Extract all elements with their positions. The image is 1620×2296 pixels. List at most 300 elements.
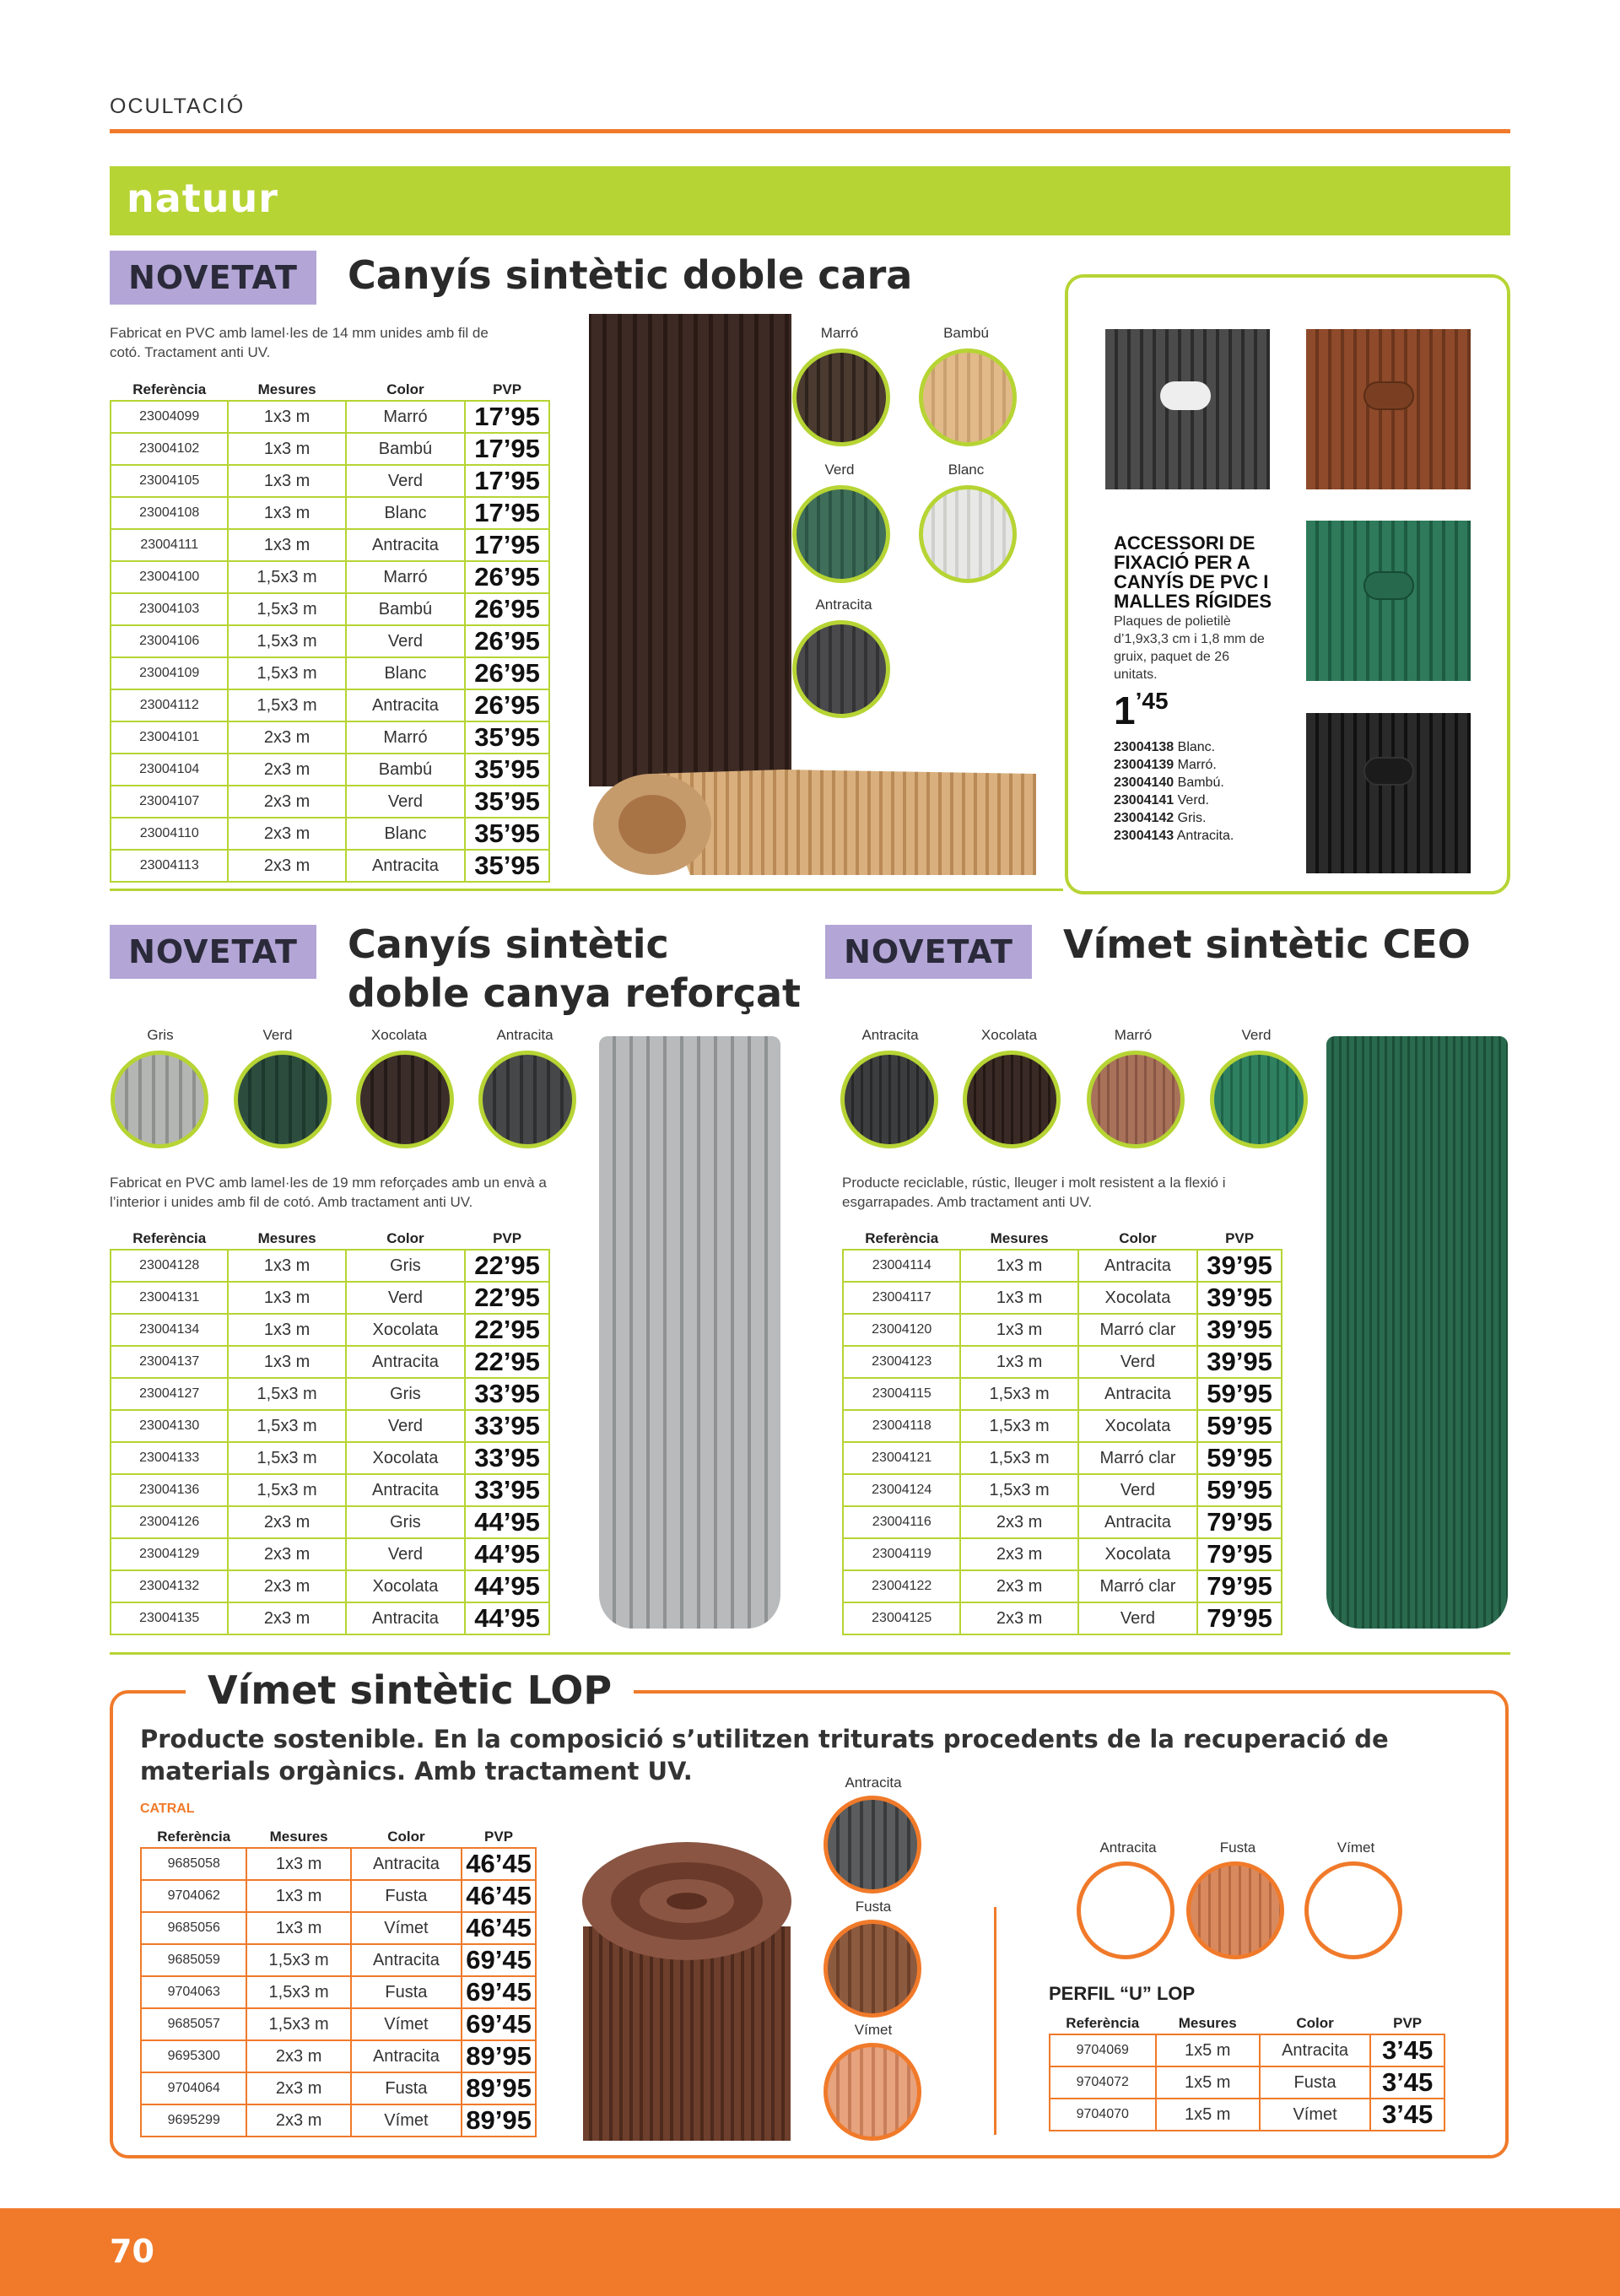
cell-color: Blanc <box>346 497 465 529</box>
cell-ref: 9685056 <box>141 1912 246 1944</box>
cell-ref: 23004128 <box>111 1250 228 1282</box>
accessory-price <box>1114 688 1169 733</box>
cell-size: 1,5x3 m <box>246 1944 350 1976</box>
cell-size: 1,5x3 m <box>960 1378 1077 1410</box>
cell-ref: 23004111 <box>111 529 228 561</box>
price-table <box>110 1228 550 1635</box>
cell-ref: 23004105 <box>111 465 228 497</box>
cell-price: 59’95 <box>1197 1442 1282 1474</box>
cell-size: 1,5x3 m <box>228 689 345 721</box>
swatch-label: Marró <box>820 325 859 341</box>
cell-color: Antracita <box>346 1474 465 1506</box>
cell-color: Fusta <box>351 1880 462 1912</box>
cell-price: 44’95 <box>465 1538 549 1570</box>
cell-price: 22’95 <box>465 1346 549 1378</box>
swatch-label: Antracita <box>861 1027 919 1043</box>
table-row <box>111 529 549 561</box>
swatch-antracita <box>792 620 890 718</box>
cell-price: 22’95 <box>465 1282 549 1314</box>
lop-description: Producte sostenible. En la composició s’utilitzen triturats procedents de la recuperació de materials orgànics. Amb tractament UV. <box>140 1725 1389 1785</box>
swatch-label: Bambú <box>943 325 989 341</box>
cell-price: 79’95 <box>1197 1506 1282 1538</box>
novetat-badge: NOVETAT <box>110 251 316 305</box>
cell-price: 26’95 <box>465 593 549 625</box>
table-row <box>1050 2099 1444 2131</box>
cell-size: 1,5x3 m <box>228 561 345 593</box>
profile-price-table <box>1049 2012 1445 2131</box>
table-row <box>111 818 549 850</box>
cell-price: 79’95 <box>1197 1538 1282 1570</box>
table-row <box>111 1602 549 1634</box>
cell-size: 2x3 m <box>228 721 345 754</box>
cell-ref: 23004103 <box>111 593 228 625</box>
swatch-label: Vímet <box>1336 1840 1375 1856</box>
table-row <box>111 1506 549 1538</box>
swatch-label: Verd <box>824 462 855 478</box>
cell-ref: 23004127 <box>111 1378 228 1410</box>
swatch-label: Blanc <box>948 462 985 478</box>
table-row <box>111 1250 549 1282</box>
cell-price: 17’95 <box>465 497 549 529</box>
cell-color: Xocolata <box>346 1314 465 1346</box>
price-table <box>140 1826 537 2137</box>
vertical-divider <box>994 1907 996 2135</box>
brand-logo: natuur <box>127 176 278 221</box>
swatch-fusta <box>824 1920 921 2018</box>
cell-price: 44’95 <box>465 1602 549 1634</box>
cell-size: 1,5x3 m <box>960 1474 1077 1506</box>
cell-size: 1,5x3 m <box>228 1410 345 1442</box>
profile-fusta <box>1186 1861 1284 1959</box>
cell-ref: 23004116 <box>843 1506 960 1538</box>
table-row <box>843 1602 1282 1634</box>
cell-ref: 23004133 <box>111 1442 228 1474</box>
cell-ref: 23004114 <box>843 1250 960 1282</box>
col-ref: Referència <box>1066 2014 1140 2031</box>
cell-price: 17’95 <box>465 401 549 433</box>
cell-ref: 23004136 <box>111 1474 228 1506</box>
cell-size: 2x3 m <box>246 2104 350 2137</box>
accessory-ref: 23004140 <box>1114 775 1174 790</box>
cell-color: Antracita <box>346 529 465 561</box>
table-row <box>141 1976 536 2008</box>
col-size: Mesures <box>1178 2014 1237 2031</box>
product-title: Canyís sintètic doble cara <box>348 252 913 298</box>
cell-color: Vímet <box>351 2104 462 2137</box>
cell-price: 3’45 <box>1370 2034 1444 2066</box>
col-color: Color <box>386 381 424 397</box>
cell-ref: 23004113 <box>111 850 228 882</box>
cell-price: 17’95 <box>465 529 549 561</box>
cell-price: 22’95 <box>465 1250 549 1282</box>
col-color: Color <box>1119 1229 1157 1246</box>
product-description: Fabricat en PVC amb lamel·les de 14 mm unides amb fil de cotó. Tractament anti UV. <box>110 325 489 360</box>
swatch-bambu <box>919 348 1017 446</box>
table-row <box>843 1410 1282 1442</box>
cell-size: 1x3 m <box>228 1282 345 1314</box>
price-table <box>842 1228 1282 1635</box>
cell-color: Fusta <box>351 1976 462 2008</box>
accessory-ref: 23004138 <box>1114 740 1174 754</box>
cell-size: 1,5x3 m <box>246 2008 350 2040</box>
cell-size: 1x3 m <box>246 1848 350 1880</box>
cell-price: 33’95 <box>465 1410 549 1442</box>
cell-color: Antracita <box>1078 1506 1197 1538</box>
col-price: PVP <box>493 1229 522 1246</box>
cell-size: 1x3 m <box>228 465 345 497</box>
product-description: Fabricat en PVC amb lamel·les de 19 mm reforçades amb un envà a l’interior i unides amb fil de cotó. Amb tractament anti UV. <box>110 1175 547 1210</box>
cell-ref: 23004107 <box>111 786 228 818</box>
cell-size: 1x3 m <box>228 1346 345 1378</box>
cell-price: 35’95 <box>465 850 549 882</box>
col-color: Color <box>386 1229 424 1246</box>
swatch-label: Fusta <box>855 1899 892 1915</box>
swatch-label: Xocolata <box>980 1027 1038 1043</box>
cell-size: 1x5 m <box>1156 2099 1260 2131</box>
cell-color: Antracita <box>346 850 465 882</box>
table-row <box>111 593 549 625</box>
table-row <box>111 1314 549 1346</box>
cell-size: 2x3 m <box>228 1602 345 1634</box>
cell-color: Fusta <box>351 2072 462 2104</box>
cell-ref: 23004115 <box>843 1378 960 1410</box>
novetat-badge: NOVETAT <box>110 925 316 979</box>
product-title-line1: Canyís sintètic <box>348 921 669 967</box>
cell-color: Vímet <box>351 2008 462 2040</box>
cell-price: 79’95 <box>1197 1602 1282 1634</box>
cell-size: 1x3 m <box>960 1346 1077 1378</box>
accessory-image-marro <box>1306 329 1471 489</box>
swatch-verd <box>234 1051 332 1148</box>
cell-ref: 23004112 <box>111 689 228 721</box>
cell-ref: 23004131 <box>111 1282 228 1314</box>
cell-size: 2x3 m <box>228 1506 345 1538</box>
cell-ref: 23004100 <box>111 561 228 593</box>
table-row <box>111 465 549 497</box>
accessory-ref-item <box>1114 827 1291 845</box>
accessory-color: Verd. <box>1177 793 1209 808</box>
table-row <box>141 1848 536 1880</box>
cell-price: 44’95 <box>465 1570 549 1602</box>
table-row <box>111 1346 549 1378</box>
cell-color: Xocolata <box>346 1570 465 1602</box>
cell-price: 69’45 <box>462 1944 536 1976</box>
cell-price: 22’95 <box>465 1314 549 1346</box>
cell-size: 1x3 m <box>228 1250 345 1282</box>
accessory-ref-item <box>1114 791 1291 809</box>
cell-ref: 23004109 <box>111 657 228 689</box>
col-color: Color <box>387 1828 425 1845</box>
table-row <box>111 1410 549 1442</box>
table-row <box>141 1912 536 1944</box>
cell-ref: 23004122 <box>843 1570 960 1602</box>
cell-color: Fusta <box>1260 2066 1370 2099</box>
cell-size: 1x5 m <box>1156 2066 1260 2099</box>
cell-ref: 23004134 <box>111 1314 228 1346</box>
cell-color: Gris <box>346 1378 465 1410</box>
cell-price: 26’95 <box>465 625 549 657</box>
cell-color: Marró clar <box>1078 1570 1197 1602</box>
cell-color: Vímet <box>351 1912 462 1944</box>
cell-ref: 23004101 <box>111 721 228 754</box>
col-price: PVP <box>493 381 522 397</box>
accessory-ref-list <box>1114 738 1291 845</box>
cell-color: Antracita <box>346 689 465 721</box>
cell-price: 59’95 <box>1197 1474 1282 1506</box>
cell-color: Marró clar <box>1078 1442 1197 1474</box>
cell-color: Blanc <box>346 657 465 689</box>
profile-antracita <box>1077 1861 1174 1959</box>
cell-ref: 23004119 <box>843 1538 960 1570</box>
cell-color: Bambú <box>346 593 465 625</box>
cell-size: 1x5 m <box>1156 2034 1260 2066</box>
divider <box>110 889 1063 891</box>
price-integer: 1 <box>1114 689 1136 732</box>
accessory-ref-item <box>1114 809 1291 827</box>
swatch-label: Antracita <box>1099 1840 1157 1856</box>
profile-title: PERFIL “U” LOP <box>1049 1983 1196 2004</box>
cell-ref: 9704062 <box>141 1880 246 1912</box>
col-ref: Referència <box>132 1229 207 1246</box>
table-row <box>111 721 549 754</box>
col-size: Mesures <box>990 1229 1049 1246</box>
col-ref: Referència <box>157 1828 231 1845</box>
cell-price: 33’95 <box>465 1474 549 1506</box>
cell-ref: 23004129 <box>111 1538 228 1570</box>
swatch-antracita <box>478 1051 576 1148</box>
product-roll-image <box>599 1036 780 1629</box>
divider <box>110 1652 1510 1655</box>
col-size: Mesures <box>269 1828 328 1845</box>
swatch-verd <box>792 485 890 583</box>
cell-price: 69’45 <box>462 2008 536 2040</box>
cell-ref: 23004106 <box>111 625 228 657</box>
cell-size: 2x3 m <box>228 850 345 882</box>
cell-color: Antracita <box>1078 1378 1197 1410</box>
col-ref: Referència <box>865 1229 939 1246</box>
accessory-color: Blanc. <box>1177 740 1216 754</box>
table-row <box>141 2008 536 2040</box>
cell-color: Xocolata <box>1078 1538 1197 1570</box>
col-price: PVP <box>484 1828 514 1845</box>
cell-price: 39’95 <box>1197 1282 1282 1314</box>
cell-size: 1,5x3 m <box>960 1410 1077 1442</box>
table-row <box>141 2104 536 2137</box>
swatch-verd <box>1210 1051 1308 1148</box>
cell-color: Gris <box>346 1506 465 1538</box>
accessory-title: ACCESSORI DE FIXACIÓ PER A CANYÍS DE PVC I MALLES RÍGIDES <box>1114 532 1272 612</box>
table-row <box>843 1346 1282 1378</box>
product-title-line2: doble canya reforçat <box>348 970 802 1016</box>
cell-price: 3’45 <box>1370 2066 1444 2099</box>
cell-price: 35’95 <box>465 754 549 786</box>
table-row <box>111 1378 549 1410</box>
cell-ref: 23004102 <box>111 433 228 465</box>
table-row <box>111 401 549 433</box>
cell-price: 35’95 <box>465 818 549 850</box>
table-row <box>111 689 549 721</box>
cell-price: 35’95 <box>465 786 549 818</box>
col-price: PVP <box>1225 1229 1255 1246</box>
swatch-marro <box>792 348 890 446</box>
cell-size: 1,5x3 m <box>960 1442 1077 1474</box>
cell-ref: 9685058 <box>141 1848 246 1880</box>
swatch-label: Gris <box>147 1027 174 1043</box>
cell-price: 26’95 <box>465 657 549 689</box>
accessory-ref: 23004143 <box>1114 829 1174 843</box>
section-label: OCULTACIÓ <box>110 95 246 118</box>
cell-ref: 23004099 <box>111 401 228 433</box>
cell-ref: 9695299 <box>141 2104 246 2137</box>
cell-size: 2x3 m <box>960 1506 1077 1538</box>
cell-size: 1,5x3 m <box>228 1442 345 1474</box>
swatch-gris <box>111 1051 208 1148</box>
cell-color: Blanc <box>346 818 465 850</box>
accessory-image-negre <box>1306 713 1471 873</box>
accessory-ref: 23004141 <box>1114 793 1174 808</box>
cell-color: Xocolata <box>346 1442 465 1474</box>
cell-ref: 23004123 <box>843 1346 960 1378</box>
col-ref: Referència <box>132 381 207 397</box>
swatch-vimet <box>824 2043 921 2141</box>
table-row <box>111 1442 549 1474</box>
cell-price: 46’45 <box>462 1880 536 1912</box>
table-row <box>111 850 549 882</box>
cell-ref: 23004104 <box>111 754 228 786</box>
product-title: Vímet sintètic CEO <box>1063 921 1471 967</box>
swatch-label: Antracita <box>496 1027 554 1043</box>
swatch-label: Fusta <box>1219 1840 1256 1856</box>
cell-ref: 23004121 <box>843 1442 960 1474</box>
cell-color: Vímet <box>1260 2099 1370 2131</box>
cell-price: 26’95 <box>465 689 549 721</box>
cell-size: 2x3 m <box>960 1538 1077 1570</box>
cell-ref: 9685057 <box>141 2008 246 2040</box>
product-roll-image <box>1326 1036 1508 1629</box>
cell-ref: 9704069 <box>1050 2034 1156 2066</box>
cell-size: 1x3 m <box>960 1282 1077 1314</box>
swatch-label: Vímet <box>854 2022 893 2038</box>
table-row <box>111 1538 549 1570</box>
cell-color: Antracita <box>351 1944 462 1976</box>
cell-color: Verd <box>1078 1346 1197 1378</box>
cell-size: 2x3 m <box>228 818 345 850</box>
cell-color: Verd <box>346 625 465 657</box>
cell-price: 17’95 <box>465 465 549 497</box>
cell-price: 89’95 <box>462 2040 536 2072</box>
cell-price: 3’45 <box>1370 2099 1444 2131</box>
cell-size: 2x3 m <box>228 1570 345 1602</box>
cell-color: Marró clar <box>1078 1314 1197 1346</box>
product-roll-image <box>579 1825 795 2141</box>
cell-ref: 9685059 <box>141 1944 246 1976</box>
accessory-ref: 23004142 <box>1114 811 1174 825</box>
footer-bar <box>0 2208 1620 2296</box>
table-row <box>843 1250 1282 1282</box>
brand-small: CATRAL <box>140 1802 195 1816</box>
cell-size: 2x3 m <box>228 1538 345 1570</box>
cell-ref: 23004108 <box>111 497 228 529</box>
cell-price: 46’45 <box>462 1912 536 1944</box>
table-row <box>843 1506 1282 1538</box>
profile-vimet <box>1304 1861 1402 1959</box>
accessory-color: Antracita. <box>1176 829 1234 843</box>
cell-color: Verd <box>346 465 465 497</box>
cell-color: Marró <box>346 561 465 593</box>
cell-size: 2x3 m <box>228 754 345 786</box>
cell-size: 2x3 m <box>228 786 345 818</box>
cell-price: 33’95 <box>465 1442 549 1474</box>
cell-price: 89’95 <box>462 2072 536 2104</box>
cell-color: Antracita <box>346 1602 465 1634</box>
cell-color: Xocolata <box>1078 1282 1197 1314</box>
page-number: 70 <box>110 2233 154 2270</box>
table-row <box>111 1570 549 1602</box>
cell-size: 1,5x3 m <box>228 1474 345 1506</box>
table-row <box>111 433 549 465</box>
cell-price: 33’95 <box>465 1378 549 1410</box>
cell-size: 1,5x3 m <box>246 1976 350 2008</box>
cell-size: 1,5x3 m <box>228 657 345 689</box>
cell-size: 1x3 m <box>228 1314 345 1346</box>
lop-title: Vímet sintètic LOP <box>186 1666 634 1715</box>
table-row <box>1050 2066 1444 2099</box>
swatch-label: Marró <box>1114 1027 1153 1043</box>
swatch-label: Antracita <box>845 1775 902 1791</box>
cell-price: 39’95 <box>1197 1314 1282 1346</box>
cell-ref: 23004118 <box>843 1410 960 1442</box>
cell-ref: 23004125 <box>843 1602 960 1634</box>
swatch-blanc <box>919 485 1017 583</box>
table-row <box>111 657 549 689</box>
accessory-ref: 23004139 <box>1114 758 1174 772</box>
swatch-xocolata <box>356 1051 454 1148</box>
swatch-label: Xocolata <box>370 1027 428 1043</box>
cell-size: 1,5x3 m <box>228 593 345 625</box>
cell-size: 2x3 m <box>960 1602 1077 1634</box>
cell-color: Antracita <box>1078 1250 1197 1282</box>
cell-price: 59’95 <box>1197 1410 1282 1442</box>
cell-color: Antracita <box>346 1346 465 1378</box>
cell-ref: 23004132 <box>111 1570 228 1602</box>
cell-ref: 23004135 <box>111 1602 228 1634</box>
swatch-xocolata <box>963 1051 1061 1148</box>
novetat-badge: NOVETAT <box>825 925 1032 979</box>
cell-ref: 9695300 <box>141 2040 246 2072</box>
cell-color: Antracita <box>351 1848 462 1880</box>
cell-price: 79’95 <box>1197 1570 1282 1602</box>
cell-size: 1x3 m <box>228 529 345 561</box>
product-description: Producte reciclable, rústic, lleuger i molt resistent a la flexió i esgarrapades. Amb tractament anti UV. <box>842 1175 1226 1210</box>
cell-ref: 23004120 <box>843 1314 960 1346</box>
table-row <box>111 754 549 786</box>
cell-size: 1x3 m <box>960 1250 1077 1282</box>
swatch-label: Antracita <box>815 597 872 613</box>
accessory-description: Plaques de polietilè d’1,9x3,3 cm i 1,8 mm de gruix, paquet de 26 unitats. <box>1114 614 1265 682</box>
cell-size: 2x3 m <box>246 2040 350 2072</box>
cell-color: Xocolata <box>1078 1410 1197 1442</box>
cell-size: 1x3 m <box>246 1912 350 1944</box>
cell-ref: 9704063 <box>141 1976 246 2008</box>
swatch-label: Verd <box>262 1027 293 1043</box>
cell-color: Verd <box>346 786 465 818</box>
accessory-ref-item <box>1114 756 1291 774</box>
cell-size: 2x3 m <box>960 1570 1077 1602</box>
brand-bar <box>110 166 1510 235</box>
accessory-color: Gris. <box>1177 811 1207 825</box>
col-size: Mesures <box>257 381 316 397</box>
cell-ref: 9704072 <box>1050 2066 1156 2099</box>
